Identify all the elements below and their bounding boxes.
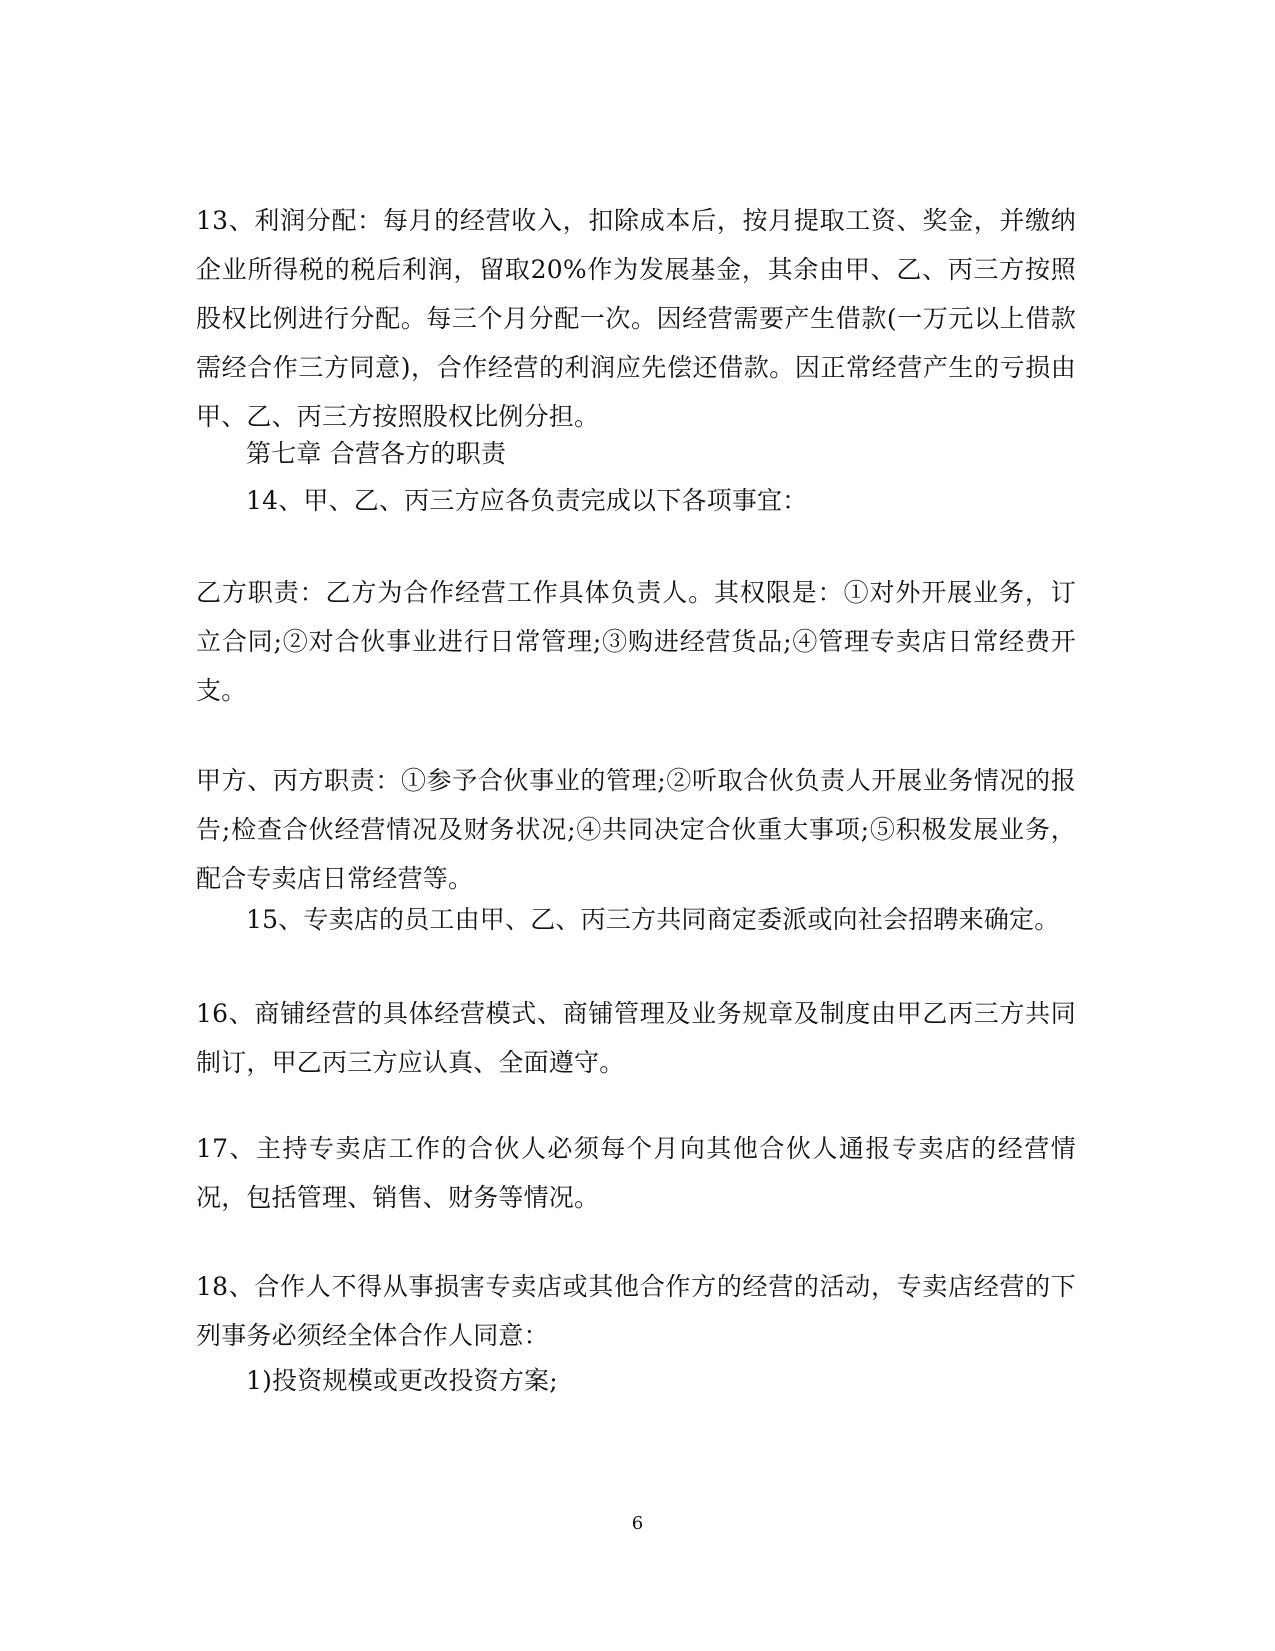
- paragraph-14-responsibilities: 14、甲、乙、丙三方应各负责完成以下各项事宜：: [246, 486, 808, 515]
- paragraph-15-staff: 15、专卖店的员工由甲、乙、丙三方共同商定委派或向社会招聘来确定。: [246, 905, 1060, 934]
- page-number: 6: [631, 1513, 644, 1534]
- chapter-7-heading: 第七章 合营各方的职责: [246, 439, 507, 468]
- party-b-duties: 乙方职责：乙方为合作经营工作具体负责人。其权限是：①对外开展业务，订立合同;②对合伙事业进行日常管理;③购进经营货品;④管理专卖店日常经费开支。: [196, 578, 1076, 705]
- paragraph-16-business-rules: 16、商铺经营的具体经营模式、商铺管理及业务规章及制度由甲乙丙三方共同制订，甲乙丙三方应认真、全面遵守。: [196, 999, 1076, 1077]
- paragraph-18-restrictions: 18、合作人不得从事损害专卖店或其他合作方的经营的活动，专卖店经营的下列事务必须经全体合作人同意：: [196, 1272, 1076, 1350]
- paragraph-13-profit-distribution: 13、利润分配：每月的经营收入，扣除成本后，按月提取工资、奖金，并缴纳企业所得税的税后利润，留取20%作为发展基金，其余由甲、乙、丙三方按照股权比例进行分配。每三个月分配一次。因经营需要产生借款(一万元以上借款需经合作三方同意)，合作经营的利润应先偿还借款。因正常经营产生的亏损由甲、乙、丙三方按照股权比例分担。: [196, 206, 1076, 431]
- list-item-1-investment: 1)投资规模或更改投资方案;: [246, 1366, 558, 1395]
- paragraph-17-reporting: 17、主持专卖店工作的合伙人必须每个月向其他合伙人通报专卖店的经营情况，包括管理、销售、财务等情况。: [196, 1134, 1076, 1212]
- party-a-c-duties: 甲方、丙方职责：①参予合伙事业的管理;②听取合伙负责人开展业务情况的报告;检查合伙经营情况及财务状况;④共同决定合伙重大事项;⑤积极发展业务，配合专卖店日常经营等。: [196, 766, 1076, 893]
